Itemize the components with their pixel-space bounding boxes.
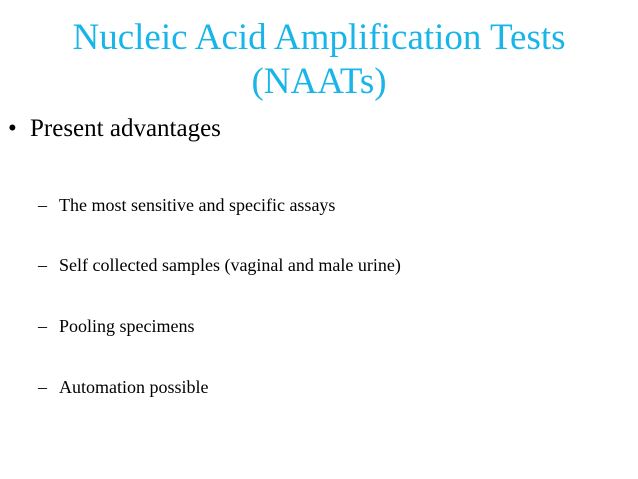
- slide-title-line-2: (NAATs): [251, 61, 387, 102]
- sub-bullet-marker: –: [38, 195, 47, 215]
- sub-bullet-marker: –: [38, 255, 47, 275]
- sub-bullet-text: Self collected samples (vaginal and male urine): [59, 255, 401, 275]
- sub-bullet-text: Pooling specimens: [59, 316, 195, 336]
- sub-bullet-text: The most sensitive and specific assays: [59, 195, 336, 215]
- sub-bullet: [38, 193, 335, 217]
- sub-bullet: [38, 375, 209, 399]
- slide-title: [0, 16, 638, 104]
- main-bullet: [8, 113, 221, 145]
- sub-bullet-text: Automation possible: [59, 377, 209, 397]
- sub-bullet: [38, 314, 195, 338]
- slide-title-line-1: Nucleic Acid Amplification Tests: [72, 17, 566, 58]
- sub-bullet-marker: –: [38, 316, 47, 336]
- sub-bullet-marker: –: [38, 377, 47, 397]
- main-bullet-text: Present advantages: [30, 115, 221, 142]
- sub-bullet: [38, 253, 401, 277]
- bullet-marker: •: [8, 115, 17, 142]
